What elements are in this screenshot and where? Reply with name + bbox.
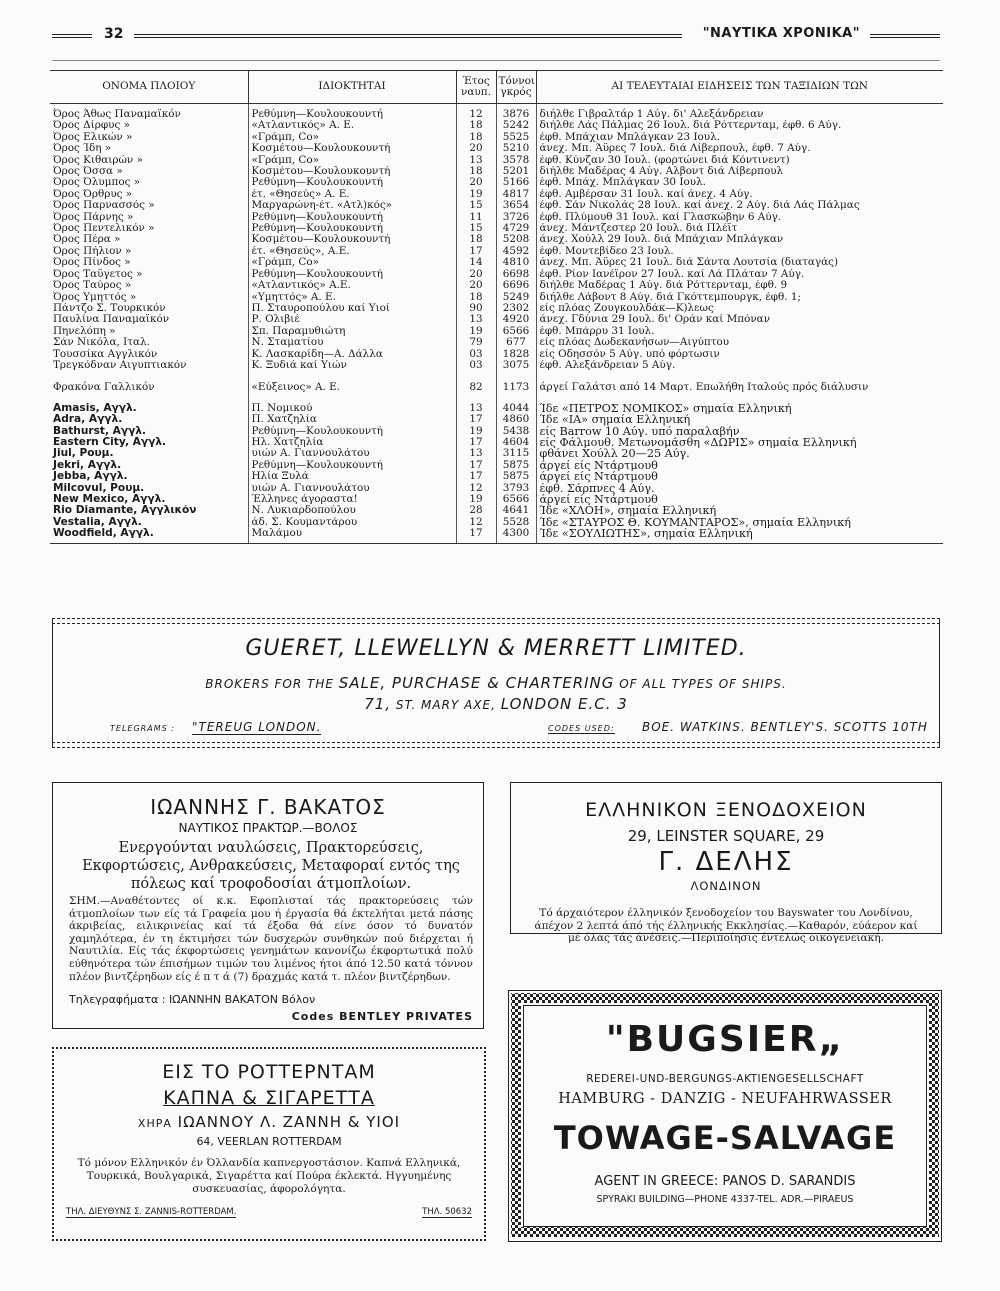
year-cell: 20 xyxy=(456,143,496,154)
table-row xyxy=(50,303,943,314)
owner-cell: Έλληνες άγοραστα! xyxy=(248,494,456,505)
owner-cell: Ν. Λυκιαρδοπούλου xyxy=(248,505,456,516)
owner-cell: Κοσμέτου—Κουλουκουντή xyxy=(248,166,456,177)
hotel-ad xyxy=(510,782,942,945)
table-row xyxy=(50,120,943,131)
owner-cell: Ρεθύμνη—Κουλουκουντή xyxy=(248,177,456,188)
news-cell: φθάνει Χούλλ 20—25 Αύγ. xyxy=(536,448,943,459)
tons-cell: 5208 xyxy=(496,234,536,245)
tons-cell: 5528 xyxy=(496,517,536,528)
owner-cell: Κοσμέτου—Κουλουκουντή xyxy=(248,234,456,245)
ship-name-cell: Milcovul, Ρουμ. xyxy=(53,482,145,494)
rotterdam-tel-number: ΤΗΛ. 50632 xyxy=(422,1207,472,1217)
year-cell: 12 xyxy=(456,517,496,528)
ship-name-cell: Όρος Άθως Παναμαϊκόν xyxy=(53,108,181,120)
ship-name-cell: Όρος Ταΰγετος » xyxy=(53,268,143,280)
ship-name-cell: Adra, Αγγλ. xyxy=(53,414,123,426)
table-row xyxy=(50,143,943,154)
gueret-services xyxy=(52,674,940,692)
header-rule-right xyxy=(870,34,940,38)
rotterdam-tel-address: ΤΗΛ. ΔΙΕΥΘΥΝΣ Σ. ZANNIS-ROTTERDAM. xyxy=(66,1207,237,1217)
rotterdam-owner-name: ΙΩΑΝΝΟΥ Λ. ΖΑΝΝΗ & ΥΙΟΙ xyxy=(177,1113,401,1131)
rotterdam-products: ΚΑΠΝΑ & ΣΙΓΑΡΕΤΤΑ xyxy=(163,1087,375,1109)
news-cell: έφθ. Μπάχιαν Μπλάγκαν 23 Ιουλ. xyxy=(536,132,943,143)
news-cell: άνεχ. Γδύνια 29 Ιουλ. δι' Οράν καί Μπόναν xyxy=(536,314,943,325)
tons-cell: 4810 xyxy=(496,257,536,268)
ship-name-cell: Τρεγκόδναν Αιγυπτιακόν xyxy=(53,359,187,371)
page-title: "ΝΑΥΤΙΚΑ ΧΡΟΝΙΚΑ" xyxy=(702,26,860,41)
news-cell: είς Barrow 10 Αύγ. υπό παραλαβήν xyxy=(536,426,943,437)
year-cell: 18 xyxy=(456,234,496,245)
owner-cell: Κοσμέτου—Κουλουκουντή xyxy=(248,143,456,154)
col-header-ship: ΟΝΟΜΑ ΠΛΟΙΟΥ xyxy=(50,71,248,104)
owner-cell: Μαλάμου xyxy=(248,528,456,543)
table-row xyxy=(50,505,943,516)
table-body xyxy=(50,104,943,544)
owner-cell: «Γράμπ, Co» xyxy=(248,132,456,143)
tons-cell: 4044 xyxy=(496,403,536,414)
news-cell: άργεί Γαλάτσι από 14 Μαρτ. Επωλήθη Ιταλούς πρός διάλυσιν xyxy=(536,371,943,402)
tons-cell: 3115 xyxy=(496,448,536,459)
ship-name-cell: Σάν Νικόλα, Ιταλ. xyxy=(53,337,150,349)
news-cell: έφθ. Σάν Νικολάς 28 Ιουλ. καί άνεχ. 2 Αύγ. διά Λάς Πάλμας xyxy=(536,200,943,211)
gueret-address-c: LONDON E.C. 3 xyxy=(500,695,628,713)
tons-cell: 2302 xyxy=(496,303,536,314)
ship-name-cell: Όρος Πήλιον » xyxy=(53,245,132,257)
gueret-codes-value: BOE. WATKINS. BENTLEY'S. SCOTTS 10TH xyxy=(642,720,928,734)
gueret-services-c: OF ALL TYPES OF SHIPS. xyxy=(619,677,787,691)
ship-name-cell: Jekri, Αγγλ. xyxy=(53,459,122,471)
ship-name-cell: Όρος Κιθαιρών » xyxy=(53,154,143,166)
header-rule-middle xyxy=(134,34,682,38)
ship-name-cell: Τουσσίκα Αγγλικόν xyxy=(53,348,158,360)
news-cell: άργεί είς Ντάρτμουθ xyxy=(536,494,943,505)
tons-cell: 4920 xyxy=(496,314,536,325)
tons-cell: 3793 xyxy=(496,483,536,494)
year-cell: 14 xyxy=(456,257,496,268)
tons-cell: 5875 xyxy=(496,471,536,482)
table-row xyxy=(50,460,943,471)
ship-name-cell: Όρος Υμηττός » xyxy=(53,291,137,303)
news-cell: Ίδε «ΣΟΥΛΙΩΤΗΣ», σημαία Ελληνική xyxy=(536,528,943,543)
table-row xyxy=(50,223,943,234)
tons-cell: 6566 xyxy=(496,494,536,505)
ship-name-cell: Όρος Όσσα » xyxy=(53,166,123,178)
news-cell: είς πλόας Δωδεκανήσων—Αιγύπτου xyxy=(536,337,943,348)
rotterdam-ad xyxy=(52,1047,486,1241)
ship-name-cell: Amasis, Αγγλ. xyxy=(53,402,137,414)
ships-table xyxy=(50,70,943,544)
year-cell: 17 xyxy=(456,414,496,425)
table-row xyxy=(50,280,943,291)
col-header-news: ΑΙ ΤΕΛΕΥΤΑΙΑΙ ΕΙΔΗΣΕΙΣ ΤΩΝ ΤΑΞΙΔΙΩΝ ΤΩΝ xyxy=(536,71,943,104)
table-row xyxy=(50,292,943,303)
dashed-rule xyxy=(52,618,940,619)
ship-name-cell: Όρος Πίνδος » xyxy=(53,257,131,269)
tons-cell: 3075 xyxy=(496,360,536,371)
ship-name-cell: Παυλίνα Παναμαϊκόν xyxy=(53,314,170,326)
year-cell: 19 xyxy=(456,494,496,505)
table-row xyxy=(50,234,943,245)
news-cell: έφθ. Ρίον Ιανέϊρον 27 Ιουλ. καί Λά Πλάταν 7 Αύγ. xyxy=(536,269,943,280)
year-cell: 82 xyxy=(456,371,496,402)
table-row xyxy=(50,132,943,143)
news-cell: Ίδε «ΧΛΟΗ», σημαία Ελληνική xyxy=(536,505,943,516)
news-cell: διήλθε Μαδέρας 1 Αύγ. διά Ρόττερνταμ, έφθ. 9 xyxy=(536,280,943,291)
news-cell: άνεχ. Μπ. Άϋρες 21 Ιουλ. διά Σάντα Λουτσία (διαταγάς) xyxy=(536,257,943,268)
ship-name-cell: Jebba, Αγγλ. xyxy=(53,471,128,483)
vakatos-name: ΙΩΑΝΝΗΣ Γ. ΒΑΚΑΤΟΣ xyxy=(150,795,386,819)
hotel-owner: Γ. ΔΕΛΗΣ xyxy=(658,847,794,877)
table-row xyxy=(50,155,943,166)
news-cell: διήλθε Γιβραλτάρ 1 Αύγ. δι' Αλεξάνδρειαν xyxy=(536,104,943,121)
bugsier-cities: HAMBURG - DANZIG - NEUFAHRWASSER xyxy=(558,1091,892,1107)
owner-cell: Μαργαρώνη-έτ. «Ατλ)κός» xyxy=(248,200,456,211)
year-cell: 17 xyxy=(456,437,496,448)
bugsier-address: SPYRAKI BUILDING—PHONE 4337-TEL. ADR.—PIRAEUS xyxy=(596,1194,854,1205)
year-cell: 11 xyxy=(456,212,496,223)
news-cell: Ίδε «ΣΤΑΥΡΟΣ Θ. ΚΟΥΜΑΝΤΑΡΟΣ», σημαία Ελληνική xyxy=(536,517,943,528)
tons-cell: 5438 xyxy=(496,426,536,437)
tons-cell: 3726 xyxy=(496,212,536,223)
ship-name-cell: Φρακόνα Γαλλικόν xyxy=(53,381,155,394)
owner-cell: Κ. Ξυδιά καί Υιών xyxy=(248,360,456,371)
owner-cell: «Υμηττός» Α. Ε. xyxy=(248,292,456,303)
year-cell: 17 xyxy=(456,460,496,471)
tons-cell: 5166 xyxy=(496,177,536,188)
rotterdam-owner xyxy=(54,1113,484,1131)
year-cell: 13 xyxy=(456,403,496,414)
table-row xyxy=(50,528,943,543)
year-cell: 17 xyxy=(456,246,496,257)
bugsier-company: REDEREI-UND-BERGUNGS-AKTIENGESELLSCHAFT xyxy=(586,1073,864,1085)
year-cell: 20 xyxy=(456,280,496,291)
year-cell: 12 xyxy=(456,104,496,121)
tons-cell: 5525 xyxy=(496,132,536,143)
owner-cell: υιών Α. Γιαννουλάτου xyxy=(248,483,456,494)
owner-cell: «Ατλαντικός» Α. Ε. xyxy=(248,120,456,131)
bugsier-services: TOWAGE-SALVAGE xyxy=(553,1119,897,1157)
table-row xyxy=(50,517,943,528)
ship-name-cell: Όρος Πάρνης » xyxy=(53,211,134,223)
col-header-owner: ΙΔΙΟΚΤΗΤΑΙ xyxy=(248,71,456,104)
news-cell: έφθ. Αμβέρσαν 31 Ιουλ. καί άνεχ. 4 Αύγ. xyxy=(536,189,943,200)
owner-cell: «Εύξεινος» Α. Ε. xyxy=(248,371,456,402)
dashed-rule xyxy=(52,747,940,748)
news-cell: Ίδε «ΙΑ» σημαία Ελληνική xyxy=(536,414,943,425)
owner-cell: Ρ. Ολιβιέ xyxy=(248,314,456,325)
table-row xyxy=(50,471,943,482)
tons-cell: 4641 xyxy=(496,505,536,516)
tons-cell: 4300 xyxy=(496,528,536,543)
table-row xyxy=(50,269,943,280)
news-cell: έφθ. Κύνζαν 30 Ιουλ. (φορτώνει διά Κόντινεντ) xyxy=(536,155,943,166)
ship-name-cell: Jiul, Ρουμ. xyxy=(53,448,114,460)
gueret-services-a: BROKERS FOR THE xyxy=(205,677,334,691)
table-row xyxy=(50,104,943,121)
ship-name-cell: Όρος Πεντελικόν » xyxy=(53,223,155,235)
table-row xyxy=(50,494,943,505)
table-row xyxy=(50,426,943,437)
owner-cell: Ρεθύμνη—Κουλουκουντή xyxy=(248,269,456,280)
owner-cell: άδ. Σ. Κουμαντάρου xyxy=(248,517,456,528)
ship-name-cell: Όρος Ίδη » xyxy=(53,143,112,155)
ship-name-cell: Πάντζο Σ. Τουρκικόν xyxy=(53,302,166,314)
tons-cell: 6698 xyxy=(496,269,536,280)
table-row xyxy=(50,200,943,211)
table-row xyxy=(50,437,943,448)
tons-cell: 6696 xyxy=(496,280,536,291)
news-cell: Ίδε «ΠΕΤΡΟΣ ΝΟΜΙΚΟΣ» σημαία Ελληνική xyxy=(536,403,943,414)
year-cell: 20 xyxy=(456,177,496,188)
tons-cell: 4729 xyxy=(496,223,536,234)
news-cell: διήλθε Λάς Πάλμας 26 Ιουλ. διά Ρόττερνταμ, έφθ. 6 Αύγ. xyxy=(536,120,943,131)
hotel-city: ΛΟΝΔΙΝΟΝ xyxy=(690,879,762,893)
news-cell: άνεχ. Χούλλ 29 Ιουλ. διά Μπάχιαν Μπλάγκαν xyxy=(536,234,943,245)
year-cell: 13 xyxy=(456,314,496,325)
rotterdam-heading: ΕΙΣ ΤΟ ΡΟΤΤΕΡΝΤΑΜ xyxy=(162,1061,376,1083)
year-cell: 12 xyxy=(456,483,496,494)
news-cell: άργεί είς Ντάρτμουθ xyxy=(536,471,943,482)
news-cell: έφθ. Μπάχ. Μπλάγκαν 30 Ιουλ. xyxy=(536,177,943,188)
gueret-telegrams-label: TELEGRAMS : xyxy=(110,724,175,733)
tons-cell: 677 xyxy=(496,337,536,348)
ship-name-cell: Rio Diamante, Αγγλικόν xyxy=(53,505,197,517)
news-cell: είς Φάλμουθ. Μετωνομάσθη «ΔΩΡΙΣ» σημαία Ελληνική xyxy=(536,437,943,448)
ship-name-cell: Bathurst, Αγγλ. xyxy=(53,425,147,437)
tons-cell: 3578 xyxy=(496,155,536,166)
tons-cell: 1828 xyxy=(496,349,536,360)
bugsier-name: "BUGSIER„ xyxy=(605,1019,845,1060)
bugsier-ad xyxy=(508,990,942,1242)
owner-cell: «Γράμπ, Co» xyxy=(248,155,456,166)
year-cell: 15 xyxy=(456,200,496,211)
table-row xyxy=(50,326,943,337)
year-cell: 03 xyxy=(456,360,496,371)
news-cell: έφθ. Πλύμουθ 31 Ιουλ. καί Γλασκώβην 6 Αύγ. xyxy=(536,212,943,223)
news-cell: έφθ. Μπάρρυ 31 Ιουλ. xyxy=(536,326,943,337)
rotterdam-owner-prefix: ΧΗΡΑ xyxy=(137,1117,172,1130)
header-divider xyxy=(52,60,940,61)
year-cell: 03 xyxy=(456,349,496,360)
owner-cell: «Γράμπ, Co» xyxy=(248,257,456,268)
ship-name-cell: Όρος Παρνασσός » xyxy=(53,200,155,212)
news-cell: έφθ. Αλεξάνδρειαν 5 Αύγ. xyxy=(536,360,943,371)
hotel-description: Τό άρχαιότερον έλληνικόν ξενοδοχείον του Bayswater του Λονδίνου, άπέχον 2 λεπτά άπό τής έλληνικής Εκκλησίας.—Καθαρόν, εύάερον καί μέ όλας τάς άνέσεις.—Περιποίησις έντελώς οικογενειακή. xyxy=(534,907,918,945)
news-cell: διήλθε Λάβοντ 8 Αύγ. διά Γκόττεμπουργκ, έφθ. 1; xyxy=(536,292,943,303)
table-row xyxy=(50,257,943,268)
ship-name-cell: Όρος Ταύρος » xyxy=(53,280,132,292)
owner-cell: Ρεθύμνη—Κουλουκουντή xyxy=(248,104,456,121)
table-row xyxy=(50,360,943,371)
ship-name-cell: Eastern City, Αγγλ. xyxy=(53,436,167,448)
table-row xyxy=(50,246,943,257)
owner-cell: Ρεθύμνη—Κουλουκουντή xyxy=(248,426,456,437)
hotel-title: ΕΛΛΗΝΙΚΟΝ ΞΕΝΟΔΟΧΕΙΟΝ xyxy=(585,799,867,821)
ship-name-cell: Woodfield, Αγγλ. xyxy=(50,528,248,543)
owner-cell: Ηλ. Χατζηλία xyxy=(248,437,456,448)
rotterdam-address: 64, VEERLAN ROTTERDAM xyxy=(196,1135,342,1148)
table-row xyxy=(50,212,943,223)
tons-cell: 4860 xyxy=(496,414,536,425)
bugsier-agent: AGENT IN GREECE: PANOS D. SARANDIS xyxy=(594,1174,856,1189)
owner-cell: Ρεθύμνη—Κουλουκουντή xyxy=(248,460,456,471)
tons-cell: 3654 xyxy=(496,200,536,211)
year-cell: 19 xyxy=(456,426,496,437)
year-cell: 90 xyxy=(456,303,496,314)
gueret-address-b: ST. MARY AXE, xyxy=(395,698,496,712)
dashed-rule xyxy=(52,742,940,743)
tons-cell: 5875 xyxy=(496,460,536,471)
owner-cell: Π. Σταυροπούλου καί Υιοί xyxy=(248,303,456,314)
news-cell: έφθ. Σάρπνες 4 Αύγ. xyxy=(536,483,943,494)
table-row xyxy=(50,448,943,459)
vakatos-ad xyxy=(52,782,484,1029)
news-cell: είς πλόας Ζουγκουλδάκ—Κ)λεως xyxy=(536,303,943,314)
news-cell: έφθ. Μοντεβίδεο 23 Ιουλ. xyxy=(536,246,943,257)
running-header xyxy=(52,22,940,50)
gueret-telegrams-value: "TEREUG LONDON. xyxy=(192,720,322,734)
table-row xyxy=(50,177,943,188)
ship-name-cell: Πηνελόπη » xyxy=(53,325,116,337)
gueret-services-b: SALE, PURCHASE & CHARTERING xyxy=(338,674,615,692)
year-cell: 18 xyxy=(456,166,496,177)
gueret-codes-label: CODES USED: xyxy=(548,724,615,733)
ship-name-cell: Όρος Δίρφυς » xyxy=(53,120,130,132)
table-row xyxy=(50,349,943,360)
table-row xyxy=(50,371,943,402)
dashed-rule xyxy=(52,623,940,624)
table-row xyxy=(50,314,943,325)
owner-cell: Π. Χατζηλία xyxy=(248,414,456,425)
owner-cell: έτ. «Θησεύς» Α. Ε. xyxy=(248,189,456,200)
tons-cell: 5249 xyxy=(496,292,536,303)
owner-cell: έτ. «Θησεύς», Α.Ε. xyxy=(248,246,456,257)
gueret-address-a: 71, xyxy=(364,695,392,713)
ship-name-cell: Όρος Πέρα » xyxy=(53,234,121,246)
table-row xyxy=(50,403,943,414)
hotel-address: 29, LEINSTER SQUARE, 29 xyxy=(627,827,825,845)
owner-cell: Ν. Σταματίου xyxy=(248,337,456,348)
col-header-tons: Τόννοι γκρός xyxy=(496,71,536,104)
col-header-year: Έτος ναυπ. xyxy=(456,71,496,104)
tons-cell: 4817 xyxy=(496,189,536,200)
gueret-border-left xyxy=(52,618,53,748)
gueret-border-right xyxy=(939,618,940,748)
vakatos-services: Ενεργούνται ναυλώσεις, Πρακτορεύσεις, Εκφορτώσεις, Ανθρακεύσεις, Μεταφοραί εντός της πόλεως καί τροφοδοσίαι άτμοπλοίων. xyxy=(82,840,460,892)
owner-cell: Σπ. Παραμυθιώτη xyxy=(248,326,456,337)
year-cell: 13 xyxy=(456,448,496,459)
ship-name-cell: Όρος Ελικών » xyxy=(53,131,133,143)
news-cell: άνεχ. Μπ. Άϋρες 7 Ιουλ. διά Λίβερπουλ, έφθ. 7 Αύγ. xyxy=(536,143,943,154)
year-cell: 13 xyxy=(456,155,496,166)
gueret-ad xyxy=(52,618,940,753)
year-cell: 18 xyxy=(456,292,496,303)
vakatos-subtitle: ΝΑΥΤΙΚΟΣ ΠΡΑΚΤΩΡ.—ΒΟΛΟΣ xyxy=(178,821,358,835)
ship-name-cell: Όρος Όρθρυς » xyxy=(53,188,133,200)
owner-cell: Ηλία Ξυλά xyxy=(248,471,456,482)
year-cell: 17 xyxy=(456,528,496,543)
year-cell: 19 xyxy=(456,326,496,337)
table-row xyxy=(50,483,943,494)
gueret-title: GUERET, LLEWELLYN & MERRETT LIMITED. xyxy=(245,636,747,661)
header-rule-left xyxy=(52,34,92,38)
year-cell: 20 xyxy=(456,269,496,280)
tons-cell: 1173 xyxy=(496,371,536,402)
year-cell: 19 xyxy=(456,189,496,200)
vakatos-note: ΣΗΜ.—Αναθέτοντες οί κ.κ. Εφοπλισταί τάς πρακτορεύσεις τών άτμοπλοίων των είς τά Γραφεία μου ή έργασία θά έκτελήται μετά πάσης άκριβείας, ειλικρινείας καί τά έξοδα θά είνε όσον τό δυνατόν χαμηλότερα, έν τη έκτιμήσει τών δυσχερών συνθηκών πού διέρχεται ή Ναυτιλία. Είς τάς έκφορτώσεις γενημάτων κανονίζω έκφορτωτικά πολύ εύθηνότερα τών έπισήμων τιμών του λιμένος ήτοι άπό 12.50 κατά τόννον πλέον βιντζέρηδων είς έ π τ ά (7) δραχμάς κατά τ. πλέον βιντζέρηδων. xyxy=(69,895,473,983)
news-cell: είς Οδησσόν 5 Αύγ. υπό φόρτωσιν xyxy=(536,349,943,360)
rotterdam-description: Τό μόνον Ελληνικόν έν Όλλανδία καπνεργοστάσιον. Καπνά Ελληνικά, Τουρκικά, Βουλγαρικά, Σιγαρέττα καί Πούρα έκλεκτά. Ηγγυημένης συσκευασίας, άφορολόγητα. xyxy=(77,1157,461,1195)
owner-cell: Π. Νομικού xyxy=(248,403,456,414)
table-header-row xyxy=(50,71,943,104)
year-cell: 79 xyxy=(456,337,496,348)
owner-cell: υιών Α. Γιαννουλάτου xyxy=(248,448,456,459)
year-cell: 18 xyxy=(456,132,496,143)
news-cell: διήλθε Μαδέρας 4 Αύγ. Αλβοντ διά Λίβερπουλ xyxy=(536,166,943,177)
owner-cell: «Ατλαντικός» Α.Ε. xyxy=(248,280,456,291)
tons-cell: 5201 xyxy=(496,166,536,177)
ship-name-cell: Vestalia, Αγγλ. xyxy=(53,516,142,528)
ship-name-cell: New Mexico, Αγγλ. xyxy=(53,494,166,505)
table-row xyxy=(50,337,943,348)
owner-cell: Ρεθύμνη—Κουλουκουντή xyxy=(248,223,456,234)
table-row xyxy=(50,414,943,425)
vakatos-telegrams: Τηλεγραφήματα : ΙΩΑΝΝΗΝ ΒΑΚΑΤΟΝ Βόλον xyxy=(69,993,316,1006)
page-number: 32 xyxy=(104,26,124,42)
table-row xyxy=(50,166,943,177)
tons-cell: 3876 xyxy=(496,104,536,121)
ship-name-cell: Όρος Όλυμπος » xyxy=(53,177,141,189)
year-cell: 17 xyxy=(456,471,496,482)
owner-cell: Ρεθύμνη—Κουλουκουντή xyxy=(248,212,456,223)
news-cell: άργεί είς Ντάρτμουθ xyxy=(536,460,943,471)
owner-cell: Κ. Λασκαρίδη—Α. Δάλλα xyxy=(248,349,456,360)
tons-cell: 5242 xyxy=(496,120,536,131)
year-cell: 15 xyxy=(456,223,496,234)
gueret-address xyxy=(52,695,940,713)
tons-cell: 4604 xyxy=(496,437,536,448)
year-cell: 28 xyxy=(456,505,496,516)
news-cell: άνεχ. Μάντζεστερ 20 Ιουλ. διά Πλέϊτ xyxy=(536,223,943,234)
tons-cell: 6566 xyxy=(496,326,536,337)
tons-cell: 5210 xyxy=(496,143,536,154)
table-row xyxy=(50,189,943,200)
vakatos-codes: Codes BENTLEY PRIVATES xyxy=(291,1010,473,1023)
year-cell: 18 xyxy=(456,120,496,131)
tons-cell: 4592 xyxy=(496,246,536,257)
